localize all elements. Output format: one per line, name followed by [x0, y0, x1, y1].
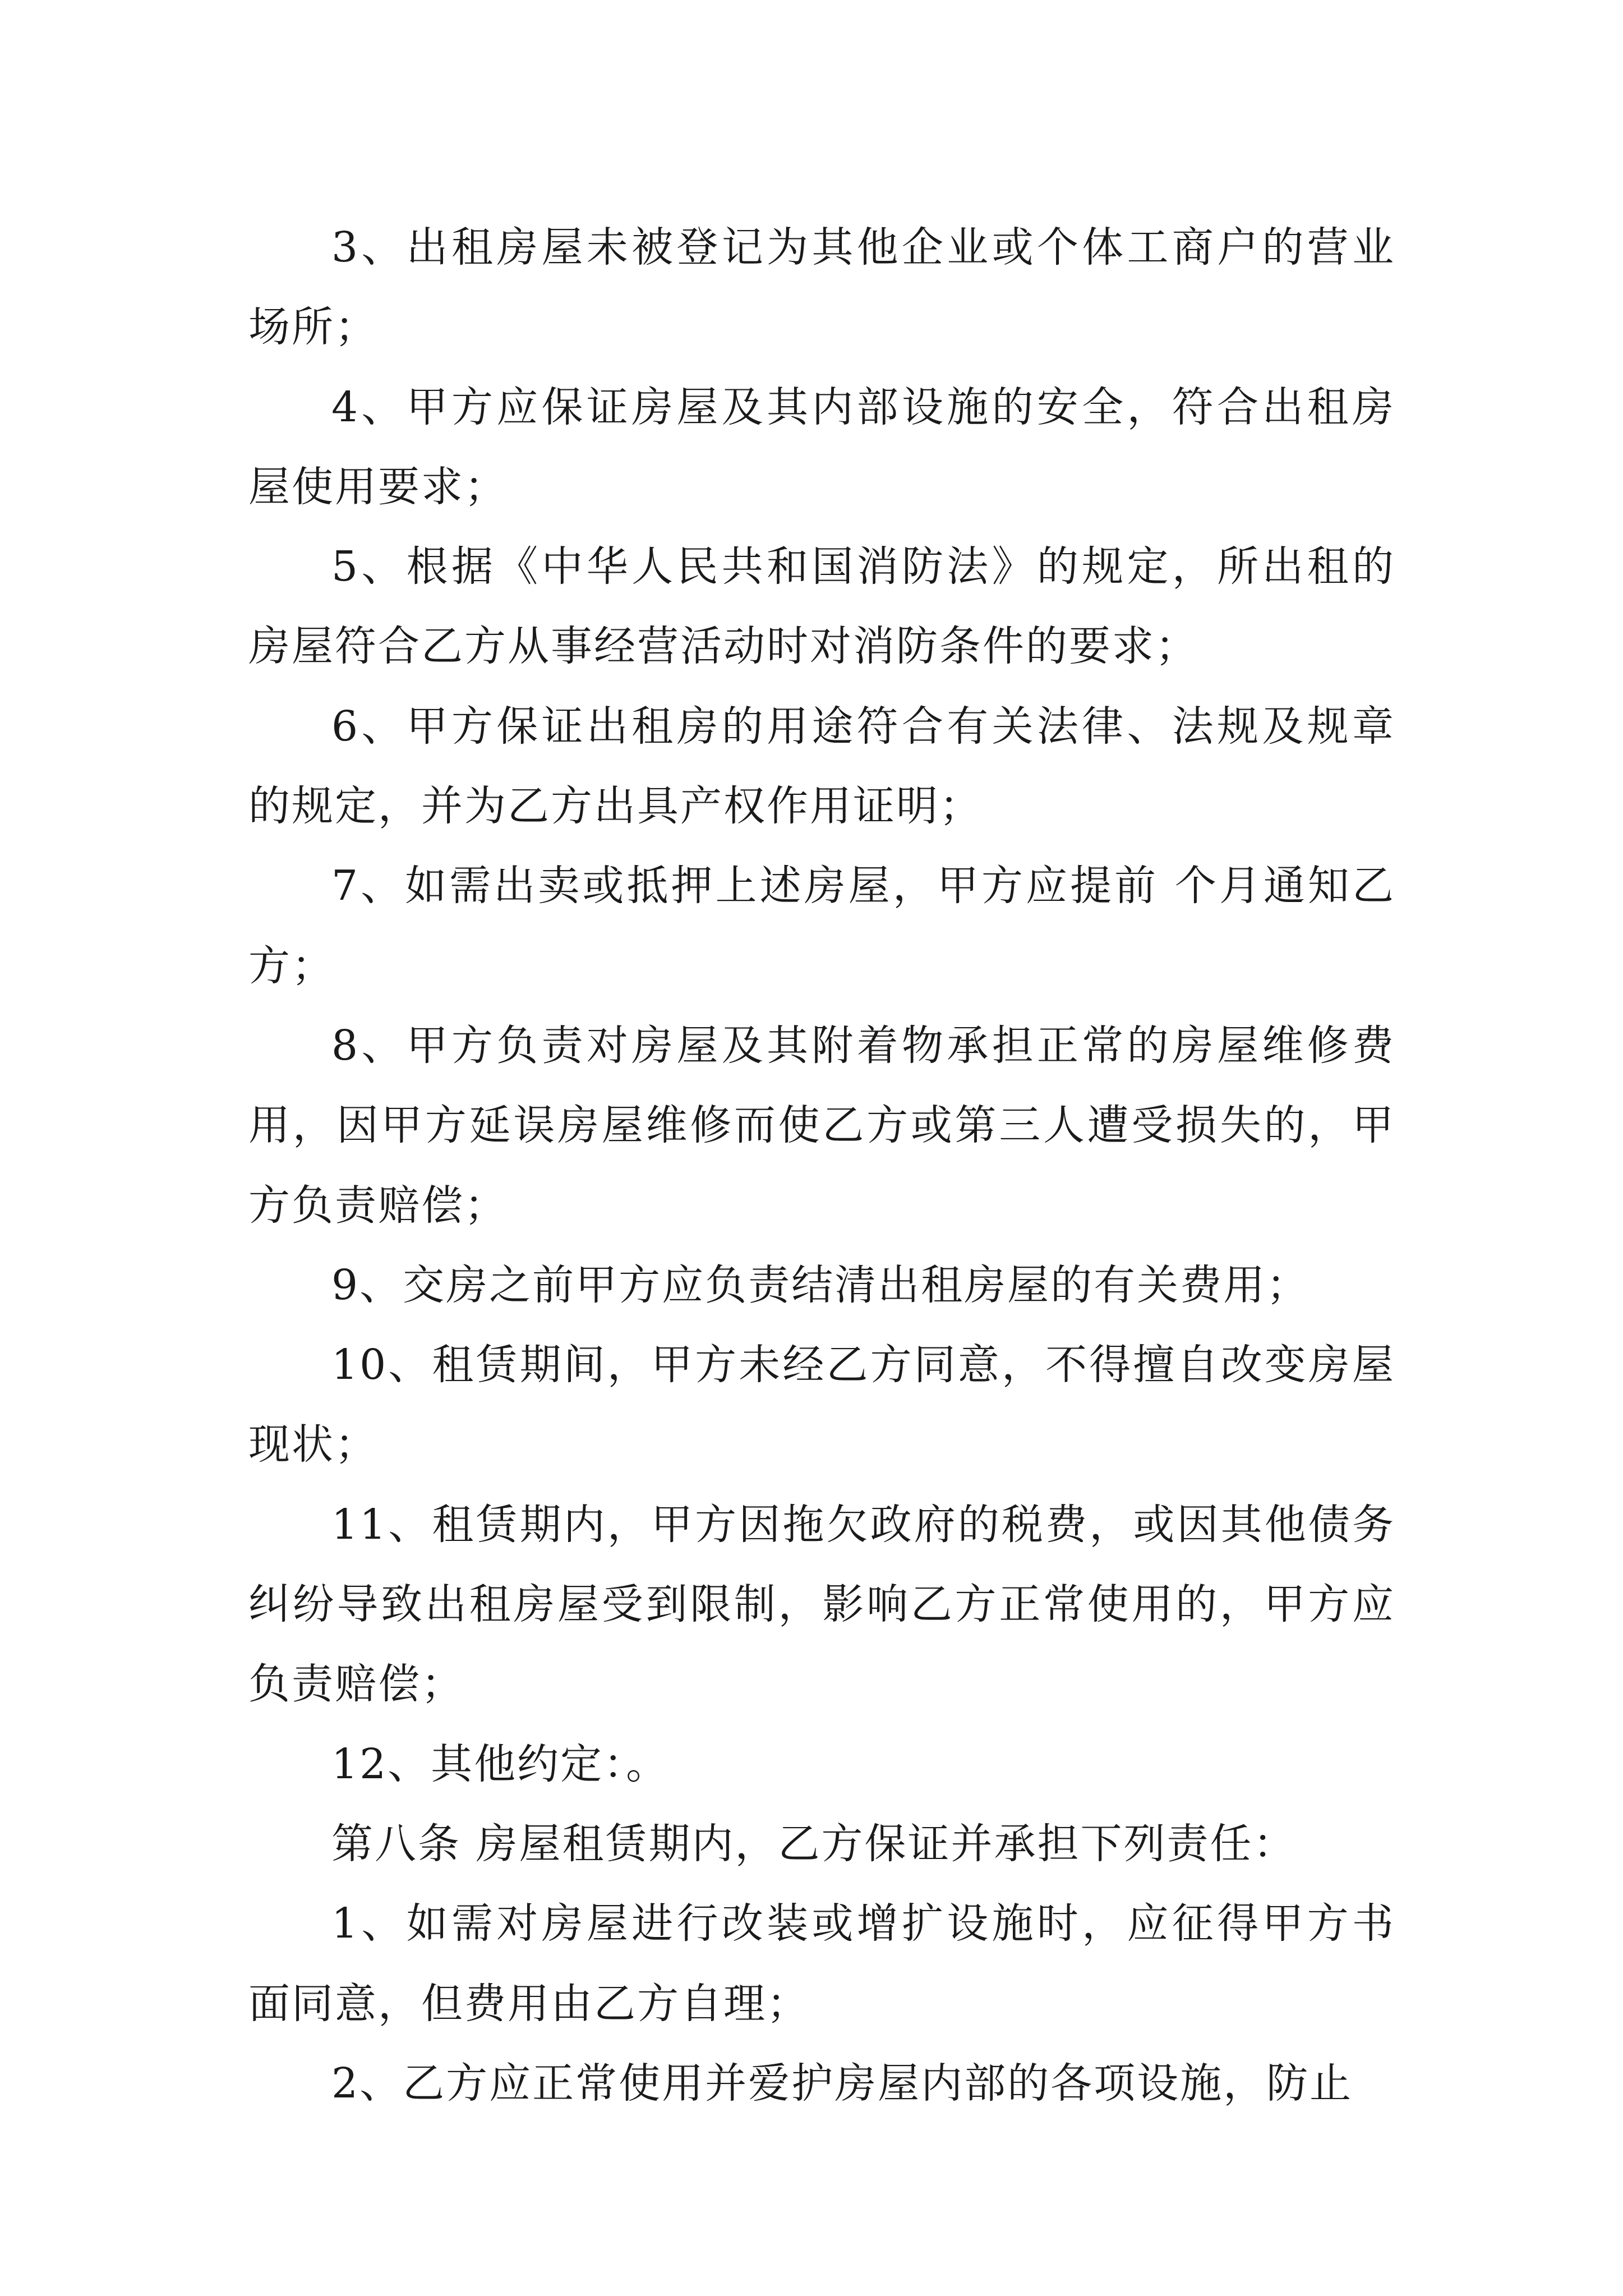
document-body — [248, 208, 1395, 2123]
paragraph-clause-7: 7、如需出卖或抵押上述房屋，甲方应提前 个月通知乙方； — [248, 862, 1395, 990]
paragraph-article-8-clause-2: 2、乙方应正常使用并爱护房屋内部的各项设施，防止 — [331, 2059, 1353, 2108]
paragraph-clause-12: 12、其他约定：。 — [331, 1740, 670, 1788]
paragraph-clause-6: 6、甲方保证出租房的用途符合有关法律、法规及规章的规定，并为乙方出具产权作用证明； — [248, 702, 1395, 831]
paragraph-clause-11: 11、租赁期内，甲方因拖欠政府的税费，或因其他债务纠纷导致出租房屋受到限制，影响乙方正常使用的，甲方应负责赔偿； — [248, 1500, 1395, 1709]
paragraph-clause-10: 10、租赁期间，甲方未经乙方同意，不得擅自改变房屋现状； — [248, 1341, 1395, 1469]
paragraph-article-8-clause-1: 1、如需对房屋进行改装或增扩设施时，应征得甲方书面同意，但费用由乙方自理； — [248, 1899, 1395, 2028]
paragraph-clause-4: 4、甲方应保证房屋及其内部设施的安全，符合出租房屋使用要求； — [248, 383, 1395, 511]
paragraph-clause-8: 8、甲方负责对房屋及其附着物承担正常的房屋维修费用，因甲方延误房屋维修而使乙方或第三人遭受损失的，甲方负责赔偿； — [248, 1021, 1395, 1230]
paragraph-clause-5: 5、根据《中华人民共和国消防法》的规定，所出租的房屋符合乙方从事经营活动时对消防条件的要求； — [248, 542, 1395, 671]
paragraph-article-8-heading: 第八条 房屋租赁期内，乙方保证并承担下列责任： — [331, 1819, 1297, 1868]
paragraph-clause-9: 9、交房之前甲方应负责结清出租房屋的有关费用； — [331, 1260, 1310, 1309]
paragraph-clause-3: 3、出租房屋未被登记为其他企业或个体工商户的营业场所； — [248, 223, 1395, 352]
